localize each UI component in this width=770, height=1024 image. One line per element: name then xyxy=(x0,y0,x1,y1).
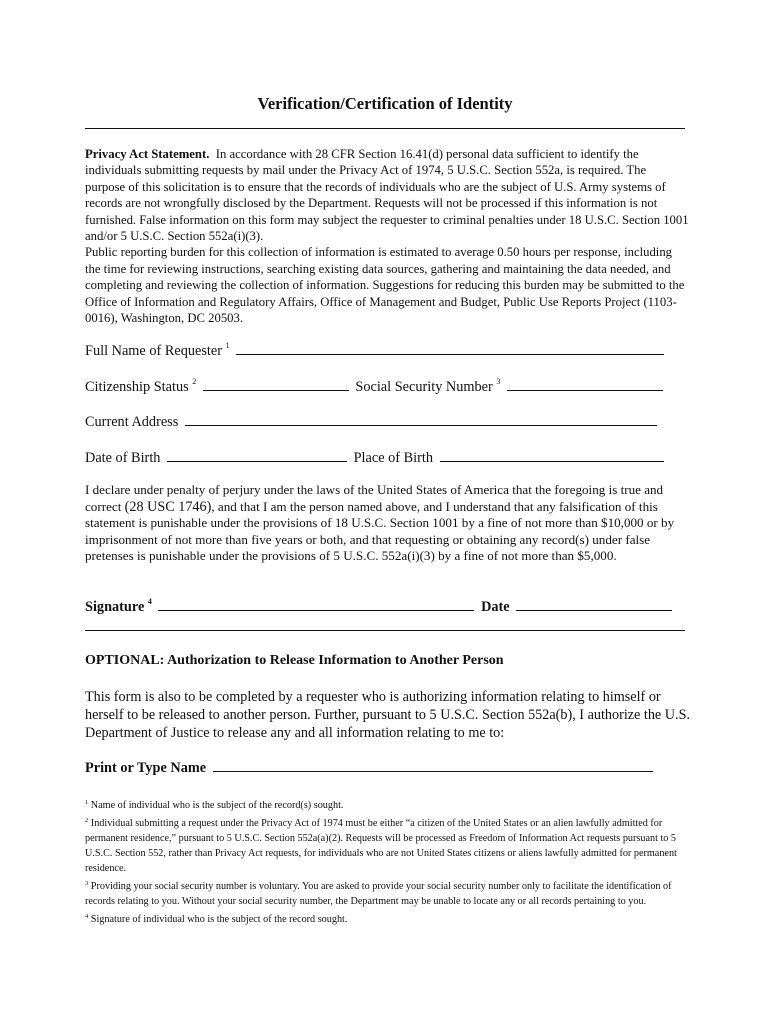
address-row xyxy=(85,413,695,431)
optional-heading: OPTIONAL: Authorization to Release Information to Another Person xyxy=(85,653,504,668)
ssn-input[interactable] xyxy=(507,378,663,391)
footnote-text: Providing your social security number is voluntary. You are asked to provide your social security number only to facilitate the identification of records relating to you. Without your social security number, the Department may be unable to locate any or all records pertaining to you. xyxy=(85,881,672,907)
footnote-1 xyxy=(85,795,695,813)
page-title: Verification/Certification of Identity xyxy=(257,94,513,113)
footnote-ref-2: 2 xyxy=(192,377,197,386)
full-name-label: Full Name of Requester xyxy=(85,343,222,359)
full-name-row xyxy=(85,341,695,360)
privacy-act-statement xyxy=(85,146,689,326)
dob-input[interactable] xyxy=(167,449,347,462)
citizenship-ssn-row xyxy=(85,377,695,396)
full-name-input[interactable] xyxy=(236,342,664,355)
footnote-text: Individual submitting a request under the Privacy Act of 1974 must be either “a citizen of the United States or an alien lawfully admitted for permanent residence,” pursuant to 5 U.S.C. Section 552a(a)(2). Requests will be processed as Freedom of Information Act requests pursuant to 5 U.S.C. Section 552, rather than Privacy Act requests, for individuals who are not United States citizens or aliens lawfully admitted for permanent residence. xyxy=(85,818,677,874)
address-input[interactable] xyxy=(185,413,657,426)
footnote-3 xyxy=(85,876,695,909)
print-name-input[interactable] xyxy=(213,759,653,772)
print-name-row xyxy=(85,759,695,777)
footnote-text: Signature of individual who is the subject of the record sought. xyxy=(90,914,348,925)
declaration-paragraph xyxy=(85,482,689,565)
signature-input[interactable] xyxy=(158,598,474,611)
pob-input[interactable] xyxy=(440,449,664,462)
footnote-text: Name of individual who is the subject of the record(s) sought. xyxy=(90,800,344,811)
footnote-number: 3 xyxy=(85,880,89,887)
footnote-4 xyxy=(85,909,695,927)
date-input[interactable] xyxy=(516,598,672,611)
citizenship-label: Citizenship Status xyxy=(85,379,189,395)
declaration-part1: I declare under penalty of perjury under the laws of the United States of America that the foregoing is true and correct xyxy=(85,482,664,514)
burden-statement: Public reporting burden for this collection of information is estimated to average 0.50 hours per response, including the time for reviewing instructions, searching existing data sources, gathering and maintaining the data needed, and completing and reviewing the collection of information. Suggestions for reducing this burden may be submitted to the Office of Information and Regulatory Affairs, Office of Management and Budget, Public Use Reports Project (1103-0016), Washington, DC 20503. xyxy=(85,245,685,326)
address-label: Current Address xyxy=(85,414,179,430)
dob-label: Date of Birth xyxy=(85,450,161,466)
footnote-number: 1 xyxy=(85,799,89,806)
date-label: Date xyxy=(481,599,510,615)
signature-label: Signature xyxy=(85,599,145,615)
dob-pob-row xyxy=(85,449,695,467)
privacy-heading: Privacy Act Statement. xyxy=(85,147,210,161)
footnote-ref-1: 1 xyxy=(225,341,230,350)
footnote-ref-3: 3 xyxy=(496,377,501,386)
pob-label: Place of Birth xyxy=(353,450,434,466)
footnote-number: 4 xyxy=(85,913,89,920)
optional-body: This form is also to be completed by a requester who is authorizing information relating to himself or herself to be released to another person. Further, pursuant to 5 U.S.C. Section 552a(b), I authorize the U.S. Department of Justice to release any and all information relating to me to: xyxy=(85,689,691,741)
footnotes xyxy=(85,795,695,927)
citizenship-input[interactable] xyxy=(203,378,349,391)
privacy-body: In accordance with 28 CFR Section 16.41(d) personal data sufficient to identify the individuals submitting requests by mail under the Privacy Act of 1974, 5 U.S.C. Section 552a, is required. The purpose of this solicitation is to ensure that the records of individuals who are the subject of U.S. Army systems of records are not wrongfully disclosed by the Department. Requests will not be processed if this information is not furnished. False information on this form may subject the requester to criminal penalties under 18 U.S.C. Section 1001 and/or 5 U.S.C. Section 552a(i)(3). xyxy=(85,147,689,244)
title-divider xyxy=(85,128,685,129)
print-name-label: Print or Type Name xyxy=(85,760,207,776)
declaration-citation: (28 USC 1746) xyxy=(124,498,212,515)
ssn-label: Social Security Number xyxy=(355,379,493,395)
signature-row xyxy=(85,597,695,616)
declaration-part2: , and that I am the person named above, and I understand that any falsification of this statement is punishable under the provisions of 18 U.S.C. Section 1001 by a fine of not more than $10,000 or by imprisonment of not more than five years or both, and that requesting or obtaining any record(s) under false pretenses is punishable under the provisions of 5 U.S.C. 552a(i)(3) by a fine of not more than $5,000. xyxy=(85,498,675,564)
footnote-number: 2 xyxy=(85,817,89,824)
footnote-2 xyxy=(85,813,695,876)
signature-divider xyxy=(85,630,685,631)
footnote-ref-4: 4 xyxy=(147,597,152,606)
